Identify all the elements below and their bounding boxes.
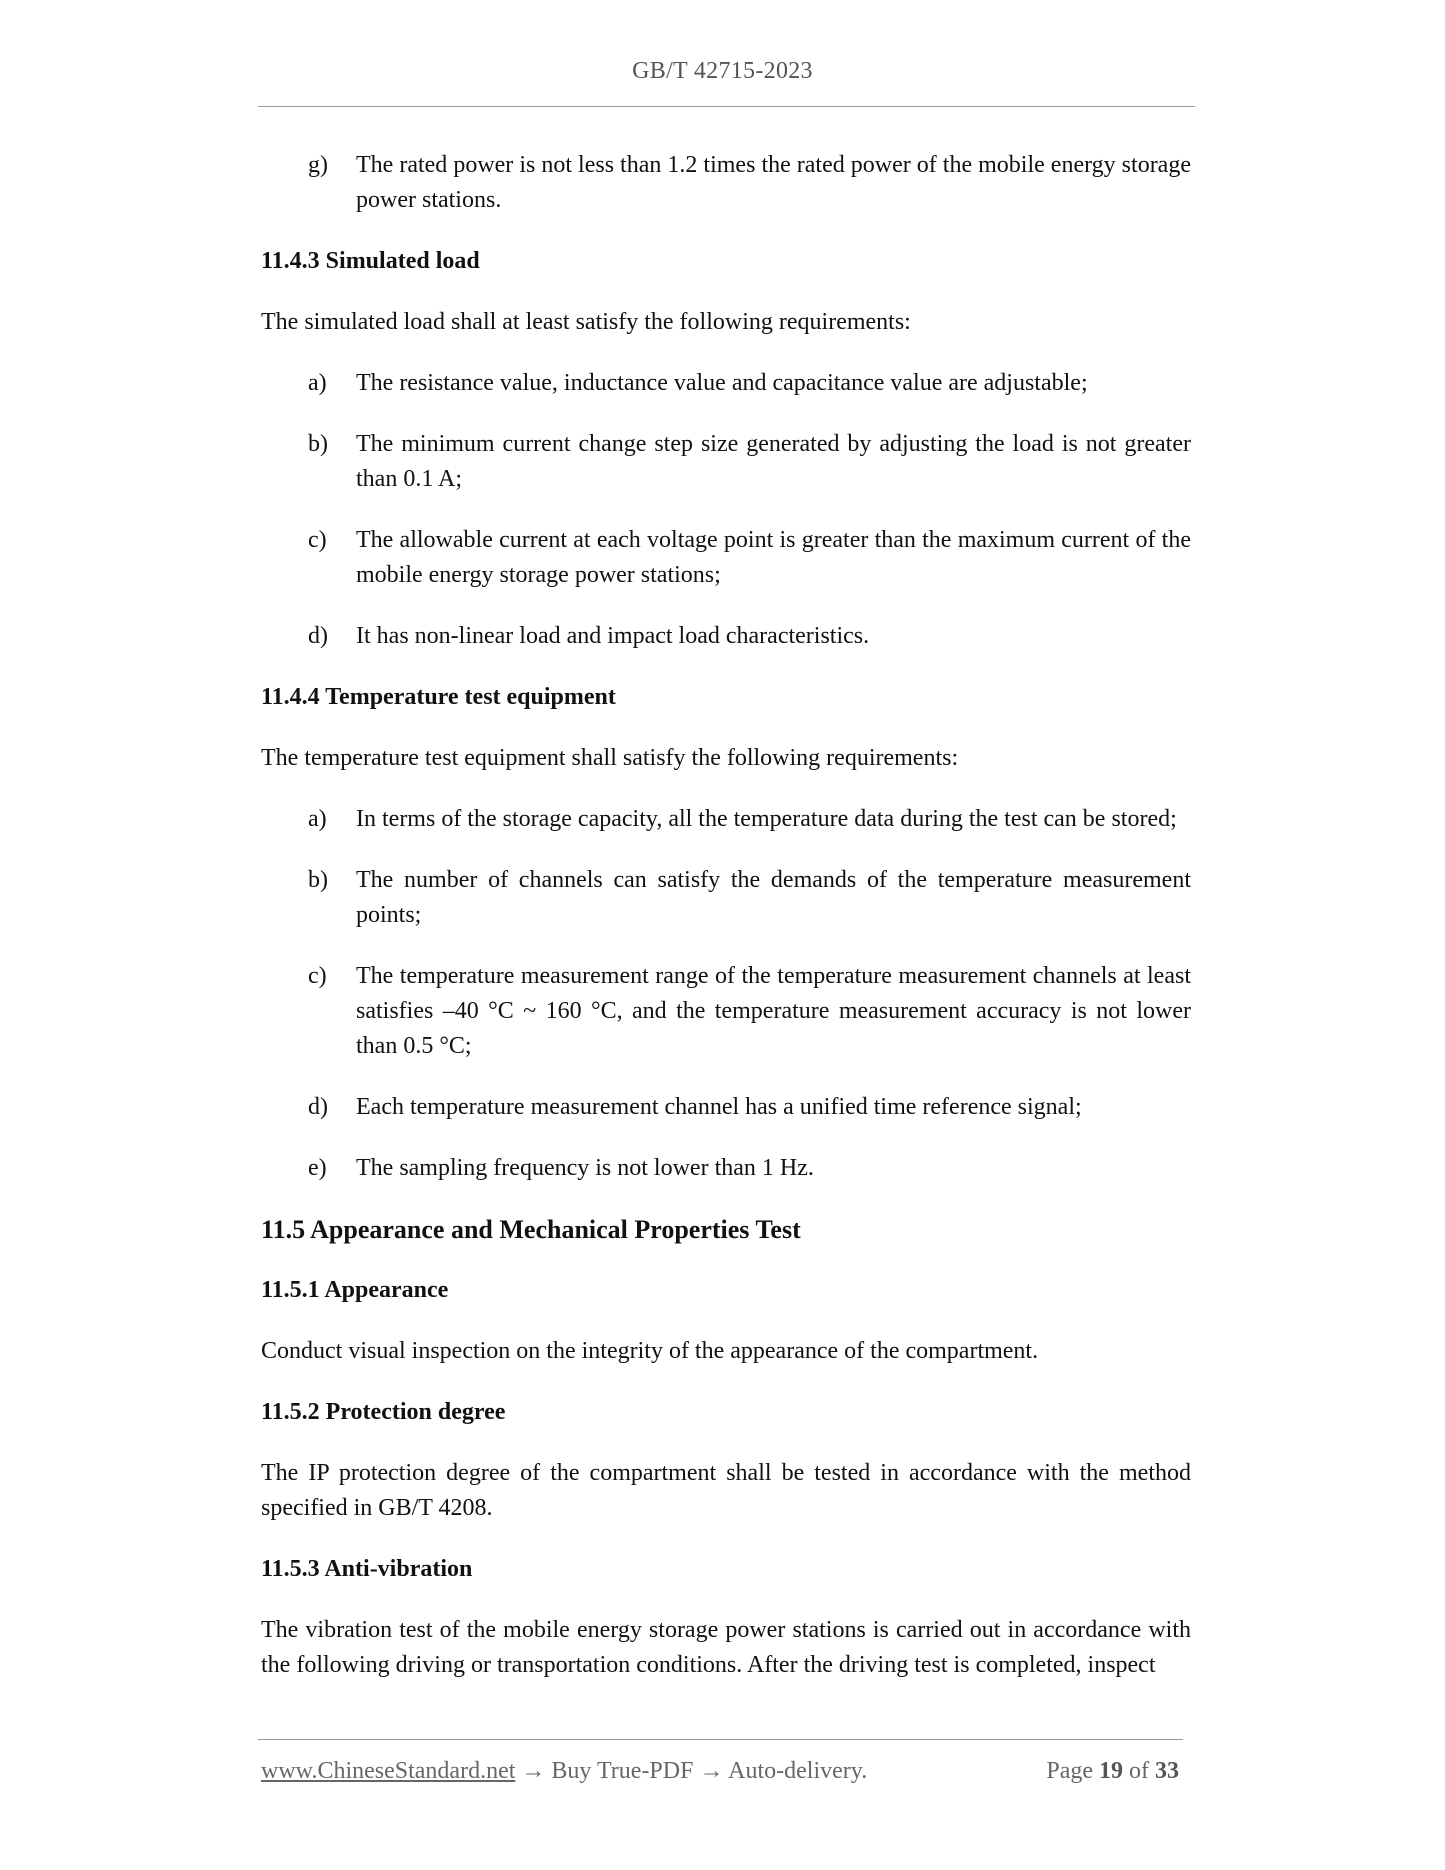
list-item-g	[261, 148, 1191, 218]
page-word: Page	[1046, 1758, 1093, 1784]
page-indicator	[1046, 1758, 1179, 1785]
footer-divider	[258, 1739, 1183, 1740]
section-heading-11-5-1: 11.5.1 Appearance	[261, 1277, 449, 1303]
list-item	[261, 619, 1191, 654]
section-heading-11-4-4: 11.4.4 Temperature test equipment	[261, 684, 616, 710]
section-heading-11-5-2: 11.5.2 Protection degree	[261, 1399, 506, 1425]
arrow-right-icon: →	[521, 1758, 546, 1784]
list-text: The temperature measurement range of the temperature measurement channels at least satisfies –40 °C ~ 160 °C, and the temperature measurement accuracy is not lower than 0.5 °C;	[356, 963, 1191, 1059]
list-item	[261, 1090, 1191, 1125]
list-text: The number of channels can satisfy the demands of the temperature measurement points;	[356, 867, 1191, 928]
list-item	[261, 802, 1191, 837]
list-label: a)	[308, 806, 327, 832]
list-text: The minimum current change step size generated by adjusting the load is not greater than 0.1 A;	[356, 431, 1191, 492]
footer-promo	[261, 1758, 867, 1785]
list-label: d)	[308, 623, 328, 649]
section-heading-11-5-3: 11.5.3 Anti-vibration	[261, 1556, 473, 1582]
list-label: c)	[308, 527, 327, 553]
header-standard-number: GB/T 42715-2023	[632, 58, 813, 84]
list-text: The rated power is not less than 1.2 times the rated power of the mobile energy storage power stations.	[356, 152, 1191, 213]
section-intro-11-4-3: The simulated load shall at least satisfy the following requirements:	[261, 309, 911, 335]
section-text-11-5-1: Conduct visual inspection on the integrity of the appearance of the compartment.	[261, 1338, 1039, 1364]
list-text: Each temperature measurement channel has a unified time reference signal;	[356, 1094, 1082, 1120]
list-item	[261, 427, 1191, 497]
section-text-11-5-2: The IP protection degree of the compartment shall be tested in accordance with the method specified in GB/T 4208.	[261, 1460, 1191, 1521]
list-label: g)	[308, 152, 328, 178]
website-link[interactable]: www.ChineseStandard.net	[261, 1758, 516, 1784]
list-label: b)	[308, 867, 328, 893]
list-text: It has non-linear load and impact load characteristics.	[356, 623, 870, 649]
page-number: 19	[1099, 1758, 1123, 1784]
page-total: 33	[1155, 1758, 1179, 1784]
arrow-right-icon: →	[699, 1758, 724, 1784]
list-item	[261, 523, 1191, 593]
header-divider	[258, 106, 1195, 107]
section-text-11-5-3: The vibration test of the mobile energy storage power stations is carried out in accordance with the following driving or transportation conditions. After the driving test is completed, inspect	[261, 1617, 1191, 1678]
list-label: e)	[308, 1155, 327, 1181]
list-item	[261, 1151, 1191, 1186]
list-text: In terms of the storage capacity, all the temperature data during the test can be stored;	[356, 806, 1177, 832]
list-item	[261, 959, 1191, 1064]
list-label: b)	[308, 431, 328, 457]
footer-delivery-text: Auto-delivery.	[728, 1758, 868, 1784]
list-text: The resistance value, inductance value and capacitance value are adjustable;	[356, 370, 1088, 396]
list-label: d)	[308, 1094, 328, 1120]
section-heading-11-5: 11.5 Appearance and Mechanical Properties Test	[261, 1215, 801, 1244]
list-item	[261, 366, 1191, 401]
section-intro-11-4-4: The temperature test equipment shall satisfy the following requirements:	[261, 745, 959, 771]
list-item	[261, 863, 1191, 933]
footer-buy-text: Buy True-PDF	[551, 1758, 694, 1784]
list-label: a)	[308, 370, 327, 396]
list-text: The allowable current at each voltage point is greater than the maximum current of the mobile energy storage power stations;	[356, 527, 1191, 588]
of-word: of	[1129, 1758, 1149, 1784]
list-label: c)	[308, 963, 327, 989]
list-text: The sampling frequency is not lower than 1 Hz.	[356, 1155, 814, 1181]
section-heading-11-4-3: 11.4.3 Simulated load	[261, 248, 480, 274]
page-content	[261, 148, 1191, 1709]
